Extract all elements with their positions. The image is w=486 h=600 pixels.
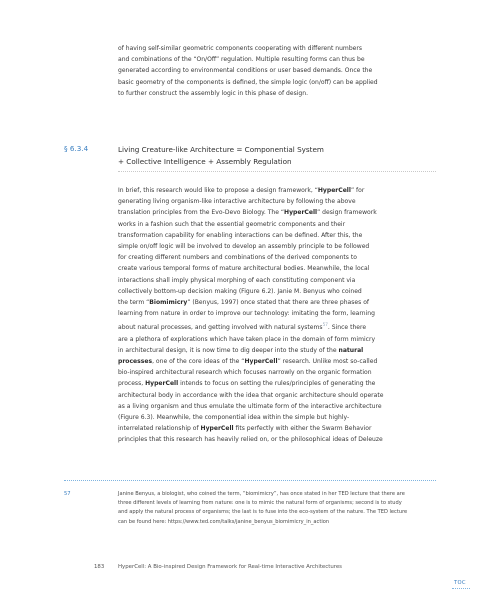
text-line: principles that this research has heavily relied on, or the philosophical ideas of Deleuze [118,436,383,444]
text-line: works in a fashion such that the essential geometric components and their [118,220,346,228]
page-number: 183 [94,564,105,570]
footnote-line: Janine Benyus, a biologist, who coined the term, “biomimicry”, has once stated in her TED lecture that there are [118,491,405,497]
text-line: processes, one of the core ideas of the “HyperCell” research. Unlike most so-called [118,358,378,366]
text-line: simple on/off logic will be involved to develop an assembly principle to be followed [118,243,370,251]
text-line: interrelated relationship of HyperCell fits perfectly with either the Swarm Behavior [118,425,372,433]
text-line: architectural body in accordance with the idea that organic architecture should operate [118,391,384,399]
text-line: create various temporal forms of mature architectural bodies. Meanwhile, the local [118,265,370,273]
toc-underline [452,588,470,589]
text-line: process, HyperCell intends to focus on setting the rules/principles of generating the [118,380,376,388]
text-line: basic geometry of the components is defined, the simple logic (on/off) can be applied [118,78,378,86]
toc-link[interactable]: TOC [454,580,466,586]
term-hypercell: HyperCell [244,358,278,366]
section-title-line: + Collective Intelligence + Assembly Regulation [118,156,292,166]
footnote-number[interactable]: 57 [64,491,71,497]
running-title: HyperCell: A Bio-inspired Design Framework for Real-time Interactive Architectures [118,564,342,570]
footnote-reference[interactable]: 57 [322,322,328,328]
text-line: about natural processes, and getting involved with natural systems$^{57}$. Since there [118,322,367,332]
term-hypercell: HyperCell [145,380,179,388]
text-line: the term “Biomimicry” (Benyus, 1997) once stated that there are three phases of [118,299,370,307]
section-title-line: Living Creature-like Architecture = Componential System [118,145,324,154]
text-line: generated according to environmental conditions or user based demands. Once the [118,67,373,75]
text-line: of having self-similar geometric components cooperating with different numbers [118,45,363,52]
term-processes: processes [118,358,153,366]
section-number[interactable]: § 6.3.4 [64,144,89,153]
text-line: transformation capability for enabling interactions can be defined. After this, the [118,231,363,239]
text-line: in architectural design, it is now time to dig deeper into the study of the natural [118,346,364,354]
term-biomimicry: Biomimicry [149,299,188,307]
text-line: In brief, this research would like to propose a design framework, “HyperCell” for [118,187,365,194]
text-line: (Figure 6.3). Meanwhile, the componential idea within the simple but highly- [118,414,350,422]
text-line: translation principles from the Evo-Devo Biology. The “HyperCell” design framework [118,209,377,217]
text-line: learning from nature in order to improve our technology: imitating the form, learning [118,310,375,318]
footnote-text [118,490,440,527]
section-title [118,144,324,167]
footnote-line: and apply the natural process of organisms; the last is to fuse into the eco-system of the nature. The TED lecture [118,509,408,516]
footnote-line: can be found here: https://www.ted.com/talks/janine_benyus_biomimicry_in_action [118,518,330,525]
text-line: and combinations of the “On/Off” regulation. Multiple resulting forms can thus be [118,56,365,64]
text-line: generating living organism-like interactive architecture by following the above [118,198,356,206]
term-hypercell: HyperCell [317,187,351,194]
paragraph-intro [118,43,440,99]
text-line: collectively bottom-up decision making (Figure 6.2). Janie M. Benyus who coined [118,287,362,295]
text-line: bio-inspired architectural research which focuses narrowly on the organic formation [118,369,372,377]
text-line: interactions shall imply physical morphing of each constituting component via [118,276,356,284]
text-line: as a living organism and thus emulate the ultimate form of the interactive architecture [118,402,382,410]
term-natural: natural [338,346,364,354]
term-hypercell: HyperCell [200,425,234,433]
term-hypercell: HyperCell [284,209,318,217]
text-line: to further construct the assembly logic in this phase of design. [118,89,309,97]
text-line: are a plethora of explorations which have taken place in the domain of form mimicry [118,335,376,343]
paragraph-body [118,185,440,446]
section-divider [118,171,436,172]
text-line: for creating different numbers and combinations of the derived components to [118,254,357,262]
footnote-divider [64,480,436,481]
footnote-line: three different levels of learning from nature: one is to mimic the natural form of organisms; second is to study [118,500,402,507]
